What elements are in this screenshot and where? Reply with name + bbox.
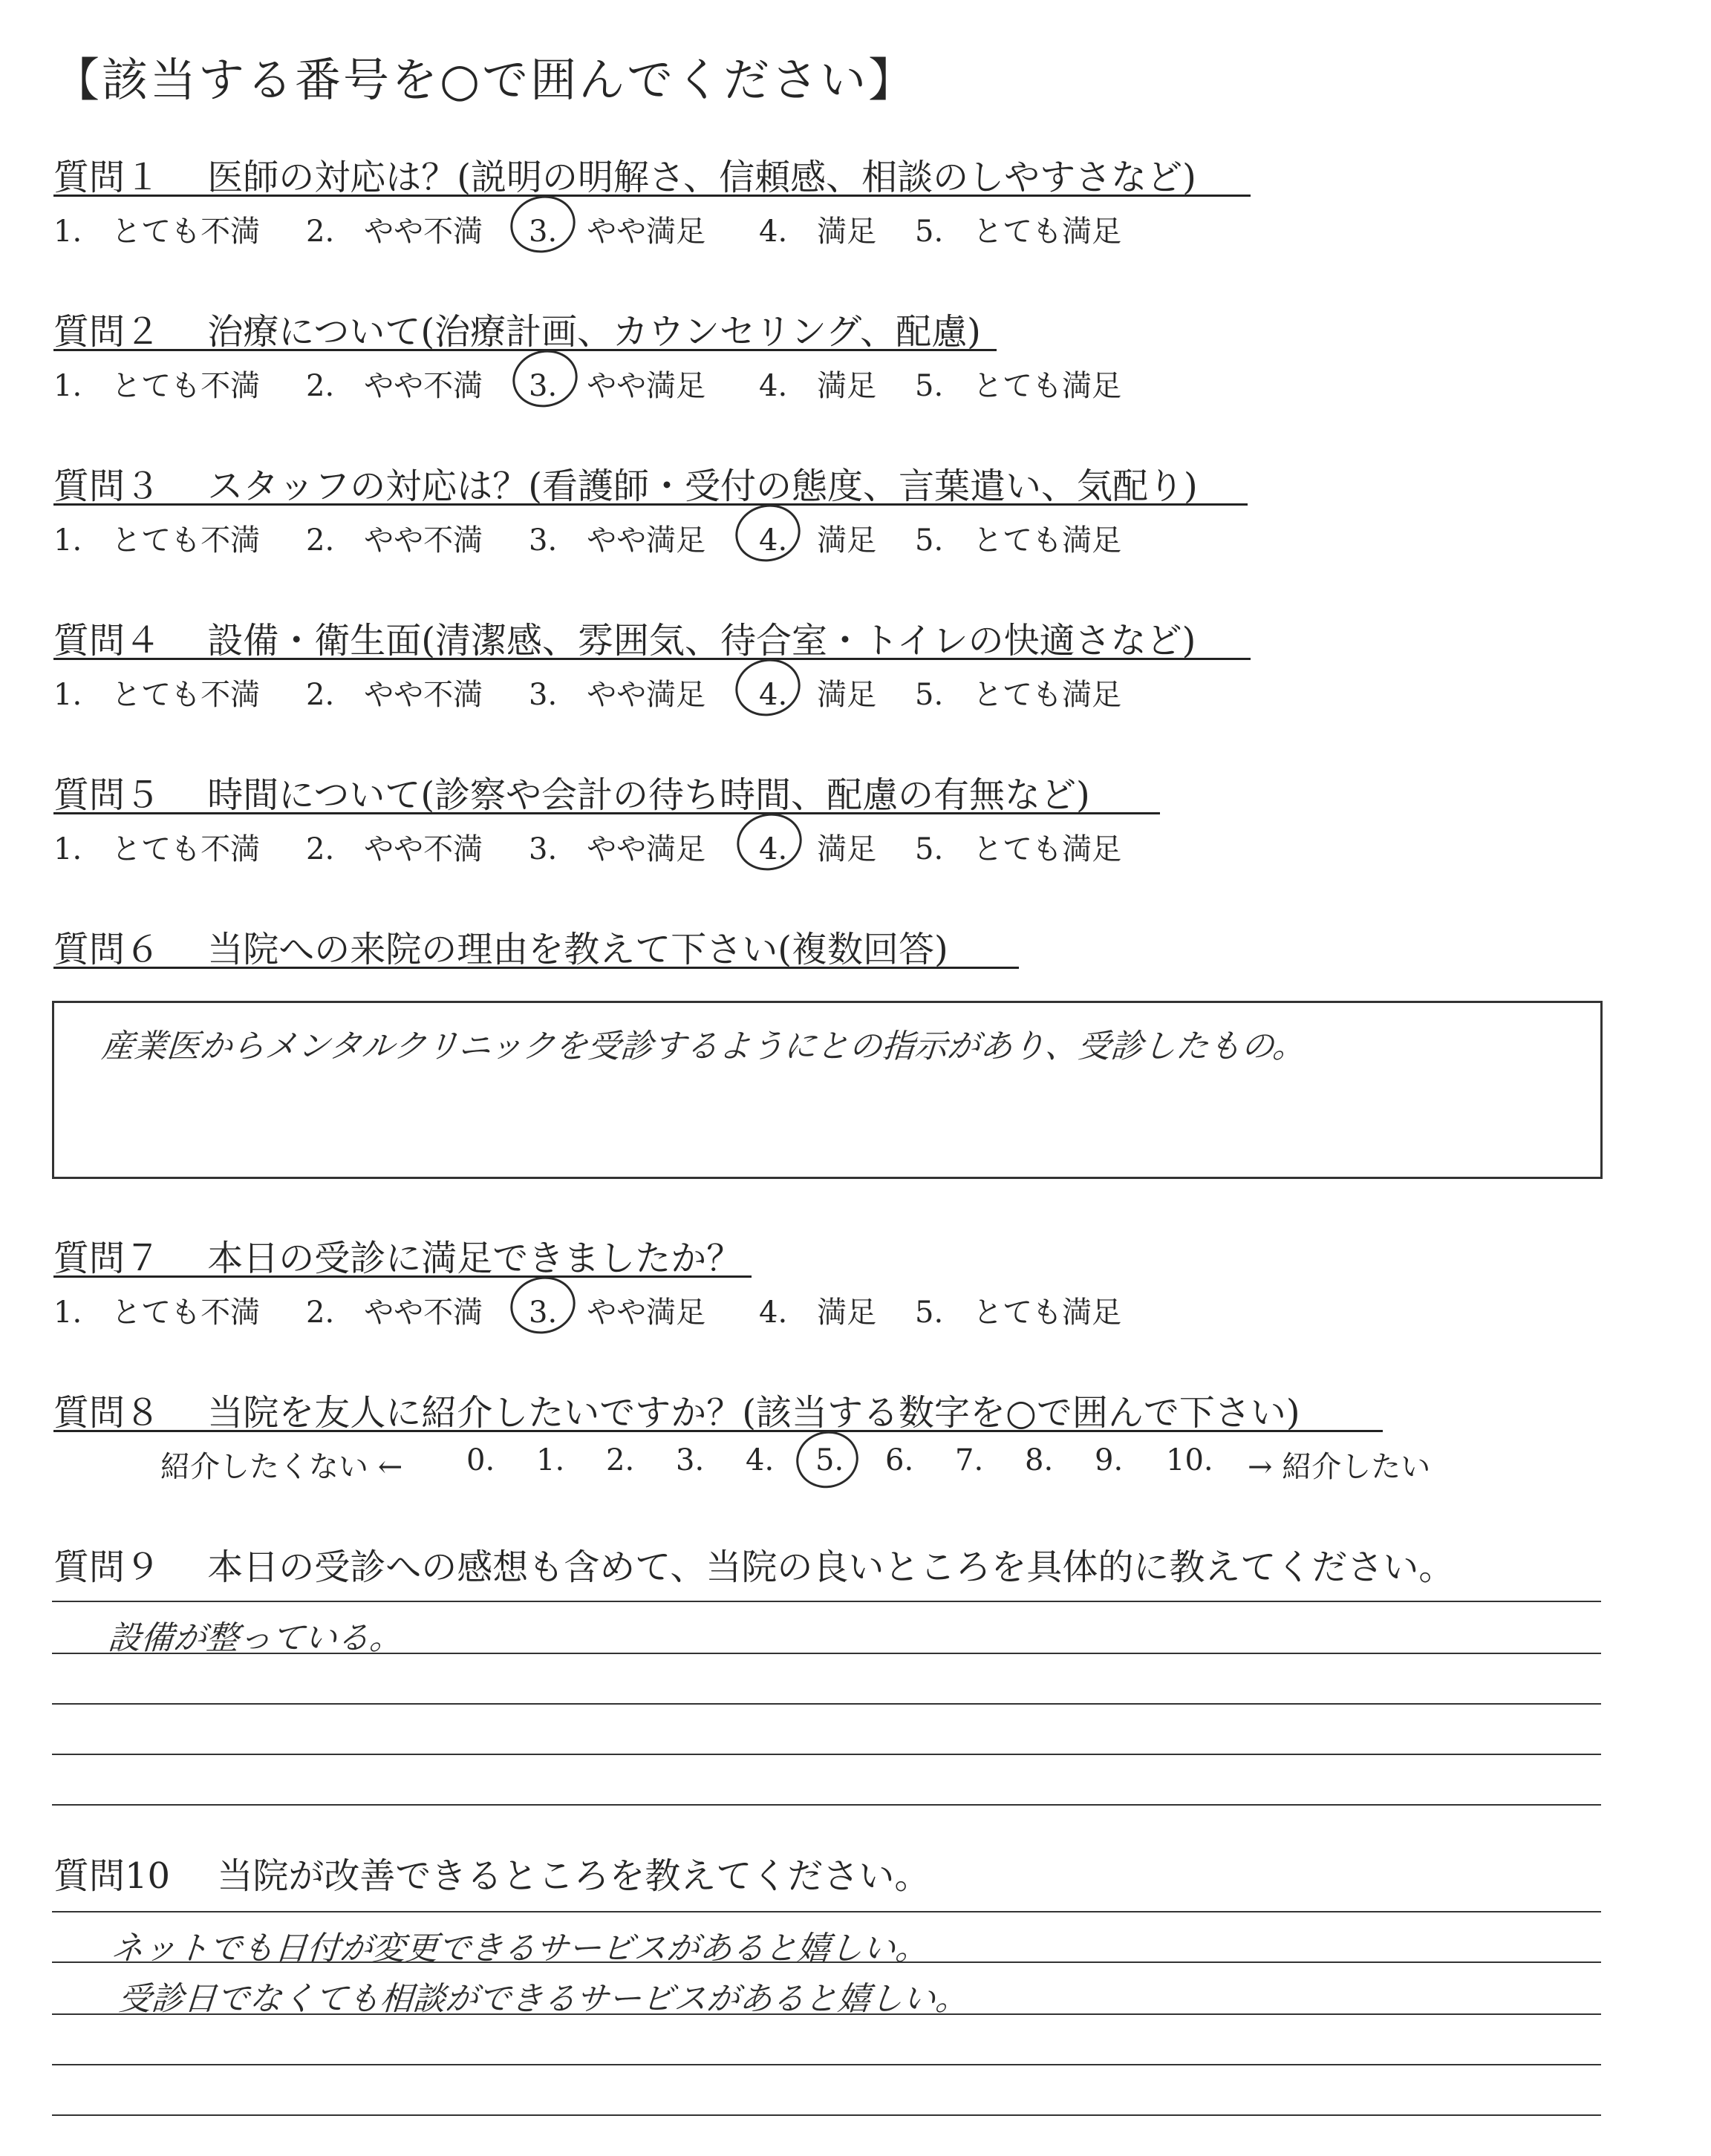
question-7 [53, 1229, 742, 1281]
option-2[interactable]: 2. やや不満 [306, 832, 483, 866]
question-6 [53, 921, 948, 972]
answer-line [52, 2114, 1601, 2116]
question-8 [53, 1384, 1300, 1435]
option-1[interactable]: 1. とても不満 [53, 369, 261, 403]
question-text: 当院が改善できるところを教えてください。 [217, 1855, 931, 1897]
question-text: 設備・衛生面(清潔感、雰囲気、待合室・トイレの快適さなど) [207, 620, 1196, 662]
scale-number-5[interactable]: 5. [815, 1443, 844, 1477]
option-3[interactable]: 3. やや満足 [529, 523, 706, 558]
question-underline [53, 812, 1160, 814]
question-underline [53, 1275, 752, 1278]
option-1[interactable]: 1. とても不満 [53, 1296, 261, 1330]
question-number: 質問９ [53, 1546, 161, 1588]
answer-line [52, 1911, 1601, 1912]
answer-line [52, 1961, 1601, 1963]
answer-line [52, 2064, 1601, 2065]
question-underline [53, 503, 1248, 506]
answer-line [52, 1601, 1601, 1602]
question-5 [53, 766, 1090, 817]
option-1[interactable]: 1. とても不満 [53, 832, 261, 866]
question-1 [53, 148, 1196, 200]
form-header: 【該当する番号を○で囲んでください】 [53, 53, 917, 107]
option-2[interactable]: 2. やや不満 [306, 215, 483, 249]
question-text: 当院を友人に紹介したいですか？(該当する数字を○で囲んで下さい) [207, 1392, 1300, 1434]
question-underline [53, 1430, 1383, 1432]
scale-left-label: 紹介したくない ← [160, 1450, 403, 1484]
option-4[interactable]: 4. 満足 [759, 678, 877, 712]
option-4[interactable]: 4. 満足 [759, 369, 877, 403]
option-1[interactable]: 1. とても不満 [53, 678, 261, 712]
option-5[interactable]: 5. とても満足 [915, 215, 1122, 249]
question-text: スタッフの対応は？(看護師・受付の態度、言葉遣い、気配り) [207, 466, 1198, 507]
question-number: 質問４ [53, 620, 161, 662]
question-text: 時間について(診察や会計の待ち時間、配慮の有無など) [207, 774, 1090, 816]
scale-number-1[interactable]: 1. [536, 1443, 565, 1477]
option-3[interactable]: 3. やや満足 [529, 678, 706, 712]
scale-number-3[interactable]: 3. [676, 1443, 705, 1477]
question-3 [53, 457, 1198, 509]
option-5[interactable]: 5. とても満足 [915, 1296, 1122, 1330]
question-number: 質問６ [53, 929, 161, 970]
option-3[interactable]: 3. やや満足 [529, 369, 706, 403]
answer-line [52, 2013, 1601, 2015]
question-number: 質問１ [53, 157, 161, 198]
option-5[interactable]: 5. とても満足 [915, 678, 1122, 712]
selection-circle [790, 1425, 864, 1494]
question-underline [53, 349, 997, 351]
option-5[interactable]: 5. とても満足 [915, 523, 1122, 558]
question-number: 質問７ [53, 1238, 161, 1279]
option-3[interactable]: 3. やや満足 [529, 832, 706, 866]
question-number: 質問10 [53, 1855, 171, 1897]
option-1[interactable]: 1. とても不満 [53, 523, 261, 558]
question-text: 医師の対応は？(説明の明解さ、信頼感、相談のしやすさなど) [207, 157, 1196, 198]
question-10 [53, 1847, 930, 1898]
option-2[interactable]: 2. やや不満 [306, 1296, 483, 1330]
option-5[interactable]: 5. とても満足 [915, 832, 1122, 866]
option-3[interactable]: 3. やや満足 [529, 1296, 706, 1330]
handwritten-answer: 受診日でなくても相談ができるサービスがあると嬉しい。 [117, 1980, 970, 2018]
option-2[interactable]: 2. やや不満 [306, 678, 483, 712]
question-number: 質問５ [53, 774, 161, 816]
question-underline [53, 195, 1251, 197]
question-text: 当院への来院の理由を教えて下さい(複数回答) [207, 929, 948, 970]
question-text: 治療について(治療計画、カウンセリング、配慮) [207, 311, 981, 353]
option-4[interactable]: 4. 満足 [759, 523, 877, 558]
question-number: 質問３ [53, 466, 161, 507]
question-9 [53, 1538, 1454, 1590]
question-number: 質問８ [53, 1392, 161, 1434]
answer-line [52, 1754, 1601, 1755]
scale-number-6[interactable]: 6. [885, 1443, 914, 1477]
scale-number-9[interactable]: 9. [1095, 1443, 1124, 1477]
scale-number-7[interactable]: 7. [955, 1443, 984, 1477]
option-2[interactable]: 2. やや不満 [306, 369, 483, 403]
scale-number-8[interactable]: 8. [1025, 1443, 1054, 1477]
handwritten-answer: 産業医からメンタルクリニックを受診するようにとの指示があり、受診したもの。 [100, 1028, 1307, 1065]
question-underline [53, 658, 1251, 660]
scale-number-2[interactable]: 2. [606, 1443, 635, 1477]
scale-number-4[interactable]: 4. [746, 1443, 775, 1477]
answer-line [52, 1653, 1601, 1654]
question-text: 本日の受診への感想も含めて、当院の良いところを具体的に教えてください。 [207, 1546, 1455, 1588]
answer-line [52, 1804, 1601, 1806]
option-4[interactable]: 4. 満足 [759, 832, 877, 866]
answer-box-q6[interactable] [52, 1001, 1603, 1179]
question-4 [53, 612, 1196, 663]
question-underline [53, 967, 1019, 969]
question-2 [53, 303, 981, 354]
option-4[interactable]: 4. 満足 [759, 215, 877, 249]
option-5[interactable]: 5. とても満足 [915, 369, 1122, 403]
option-1[interactable]: 1. とても不満 [53, 215, 261, 249]
scale-number-10[interactable]: 10. [1166, 1443, 1213, 1477]
scale-right-label: → 紹介したい [1248, 1450, 1431, 1484]
handwritten-answer: 設備が整っている。 [106, 1619, 404, 1657]
option-3[interactable]: 3. やや満足 [529, 215, 706, 249]
answer-line [52, 1703, 1601, 1705]
question-text: 本日の受診に満足できましたか？ [207, 1238, 743, 1279]
scale-number-0[interactable]: 0. [466, 1443, 495, 1477]
option-4[interactable]: 4. 満足 [759, 1296, 877, 1330]
handwritten-answer: ネットでも日付が変更できるサービスがあると嬉しい。 [109, 1930, 930, 1967]
question-number: 質問２ [53, 311, 161, 353]
option-2[interactable]: 2. やや不満 [306, 523, 483, 558]
